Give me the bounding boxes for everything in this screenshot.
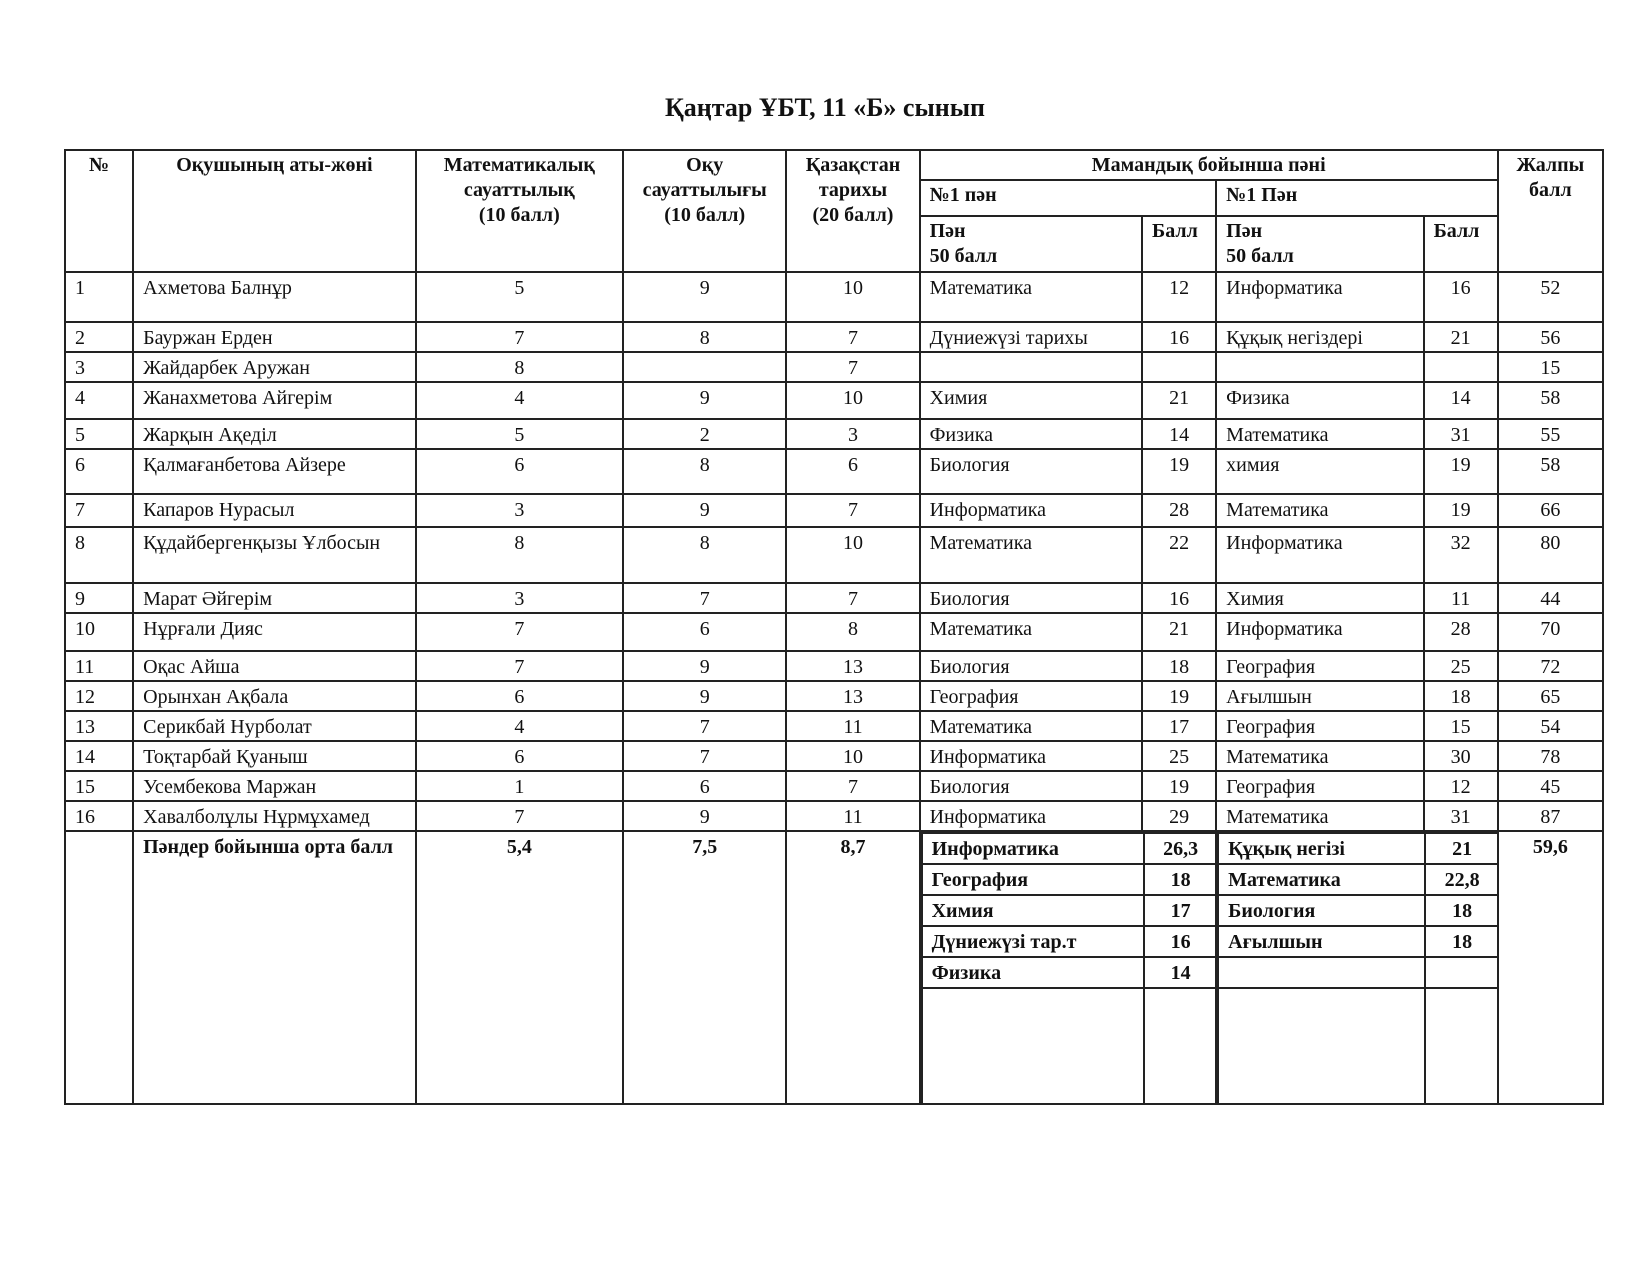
header-subject-1: Пән 50 балл <box>920 216 1142 272</box>
cell-hist: 7 <box>786 494 919 527</box>
summary-subject: Биология <box>1218 895 1425 926</box>
cell-math: 4 <box>416 382 623 419</box>
cell-hist: 3 <box>786 419 919 449</box>
cell-s1: Математика <box>920 711 1142 741</box>
cell-p1: 12 <box>1142 272 1216 322</box>
cell-read: 8 <box>623 449 786 494</box>
cell-p1: 28 <box>1142 494 1216 527</box>
cell-s1: География <box>920 681 1142 711</box>
summary-total: 59,6 <box>1498 831 1603 1104</box>
cell-s1: Информатика <box>920 741 1142 771</box>
table-row <box>65 711 1603 741</box>
cell-p1: 29 <box>1142 801 1216 831</box>
cell-s2: География <box>1216 771 1423 801</box>
cell-total: 52 <box>1498 272 1603 322</box>
cell-p2: 31 <box>1424 419 1498 449</box>
cell-s1: Физика <box>920 419 1142 449</box>
header-num: № <box>65 150 133 272</box>
summary-score: 21 <box>1425 833 1498 864</box>
cell-name: Хавалболұлы Нұрмұхамед <box>133 801 416 831</box>
cell-s1: Биология <box>920 583 1142 613</box>
cell-math: 8 <box>416 352 623 382</box>
cell-math: 1 <box>416 771 623 801</box>
cell-n: 4 <box>65 382 133 419</box>
cell-read: 9 <box>623 382 786 419</box>
cell-total: 72 <box>1498 651 1603 681</box>
cell-p2: 14 <box>1424 382 1498 419</box>
cell-total: 54 <box>1498 711 1603 741</box>
summary-score: 18 <box>1144 864 1217 895</box>
cell-name: Бауржан Ерден <box>133 322 416 352</box>
cell-n: 15 <box>65 771 133 801</box>
cell-hist: 7 <box>786 583 919 613</box>
cell-name: Жайдарбек Аружан <box>133 352 416 382</box>
cell-s1: Химия <box>920 382 1142 419</box>
cell-n: 16 <box>65 801 133 831</box>
table-row <box>65 651 1603 681</box>
summary-score: 26,3 <box>1144 833 1217 864</box>
cell-n: 13 <box>65 711 133 741</box>
table-row <box>65 352 1603 382</box>
cell-name: Ахметова Балнұр <box>133 272 416 322</box>
page-title: Қаңтар ҰБТ, 11 «Б» сынып <box>664 93 986 122</box>
cell-name: Тоқтарбай Қуаныш <box>133 741 416 771</box>
table-row <box>65 771 1603 801</box>
summary-math: 5,4 <box>416 831 623 1104</box>
cell-read: 6 <box>623 771 786 801</box>
table-row <box>65 583 1603 613</box>
cell-p1: 21 <box>1142 382 1216 419</box>
cell-n: 10 <box>65 613 133 651</box>
header-score-2: Балл <box>1424 216 1498 272</box>
header-profile-1: №1 пән <box>920 180 1217 216</box>
table-row <box>65 449 1603 494</box>
header-profile-2: №1 Пән <box>1216 180 1498 216</box>
cell-s2 <box>1216 352 1423 382</box>
cell-name: Құдайбергенқызы Ұлбосын <box>133 527 416 583</box>
cell-p1: 21 <box>1142 613 1216 651</box>
header-score-1: Балл <box>1142 216 1216 272</box>
summary-label: Пәндер бойынша орта балл <box>133 831 416 1104</box>
cell-s2: Математика <box>1216 419 1423 449</box>
cell-math: 6 <box>416 681 623 711</box>
cell-math: 5 <box>416 419 623 449</box>
cell-total: 44 <box>1498 583 1603 613</box>
cell-total: 56 <box>1498 322 1603 352</box>
table-row <box>65 419 1603 449</box>
cell-p1: 22 <box>1142 527 1216 583</box>
cell-s1: Биология <box>920 771 1142 801</box>
table-row <box>65 741 1603 771</box>
cell-p2: 11 <box>1424 583 1498 613</box>
table-row <box>65 494 1603 527</box>
cell-read: 2 <box>623 419 786 449</box>
cell-read: 7 <box>623 583 786 613</box>
cell-read: 7 <box>623 711 786 741</box>
cell-hist: 7 <box>786 771 919 801</box>
cell-read: 8 <box>623 527 786 583</box>
cell-n: 9 <box>65 583 133 613</box>
cell-s1: Биология <box>920 651 1142 681</box>
cell-name: Нұрғали Дияс <box>133 613 416 651</box>
cell-total: 65 <box>1498 681 1603 711</box>
cell-n: 8 <box>65 527 133 583</box>
cell-math: 4 <box>416 711 623 741</box>
cell-p2: 30 <box>1424 741 1498 771</box>
header-total: Жалпы балл <box>1498 150 1603 272</box>
cell-hist: 7 <box>786 352 919 382</box>
summary-subject: Құқық негізі <box>1218 833 1425 864</box>
cell-p2: 31 <box>1424 801 1498 831</box>
cell-total: 58 <box>1498 449 1603 494</box>
cell-p1: 18 <box>1142 651 1216 681</box>
cell-p1: 19 <box>1142 449 1216 494</box>
cell-p2: 21 <box>1424 322 1498 352</box>
cell-hist: 11 <box>786 711 919 741</box>
cell-s2: Информатика <box>1216 613 1423 651</box>
summary-row <box>65 831 1603 1104</box>
cell-p2: 28 <box>1424 613 1498 651</box>
cell-n: 11 <box>65 651 133 681</box>
table-row <box>65 613 1603 651</box>
table-row <box>65 801 1603 831</box>
cell-total: 70 <box>1498 613 1603 651</box>
cell-math: 7 <box>416 651 623 681</box>
cell-p2: 18 <box>1424 681 1498 711</box>
cell-s2: Математика <box>1216 494 1423 527</box>
summary-profile-2 <box>1216 831 1498 1104</box>
cell-math: 3 <box>416 494 623 527</box>
cell-p2: 16 <box>1424 272 1498 322</box>
cell-s2: Ағылшын <box>1216 681 1423 711</box>
cell-hist: 11 <box>786 801 919 831</box>
cell-math: 7 <box>416 801 623 831</box>
summary-num <box>65 831 133 1104</box>
cell-p1: 25 <box>1142 741 1216 771</box>
cell-read <box>623 352 786 382</box>
cell-s2: Математика <box>1216 801 1423 831</box>
cell-read: 7 <box>623 741 786 771</box>
cell-total: 15 <box>1498 352 1603 382</box>
summary-subject: Математика <box>1218 864 1425 895</box>
cell-hist: 13 <box>786 681 919 711</box>
cell-n: 2 <box>65 322 133 352</box>
cell-name: Усембекова Маржан <box>133 771 416 801</box>
cell-p2: 19 <box>1424 449 1498 494</box>
summary-subject: Дүниежүзі тар.т <box>922 926 1144 957</box>
cell-p2: 25 <box>1424 651 1498 681</box>
cell-s2: Информатика <box>1216 272 1423 322</box>
cell-total: 45 <box>1498 771 1603 801</box>
cell-s1: Дүниежүзі тарихы <box>920 322 1142 352</box>
header-math-literacy: Математикалық сауаттылық (10 балл) <box>416 150 623 272</box>
cell-read: 9 <box>623 272 786 322</box>
results-table <box>64 149 1604 1105</box>
cell-name: Қалмағанбетова Айзере <box>133 449 416 494</box>
cell-name: Орынхан Ақбала <box>133 681 416 711</box>
cell-total: 78 <box>1498 741 1603 771</box>
header-reading-literacy: Оқу сауаттылығы (10 балл) <box>623 150 786 272</box>
summary-subject: Химия <box>922 895 1144 926</box>
cell-p2: 12 <box>1424 771 1498 801</box>
cell-n: 14 <box>65 741 133 771</box>
cell-n: 3 <box>65 352 133 382</box>
cell-hist: 13 <box>786 651 919 681</box>
summary-score: 14 <box>1144 957 1217 988</box>
header-name: Оқушының аты-жөні <box>133 150 416 272</box>
cell-math: 7 <box>416 613 623 651</box>
cell-s2: География <box>1216 711 1423 741</box>
cell-n: 12 <box>65 681 133 711</box>
cell-s2: География <box>1216 651 1423 681</box>
cell-s1 <box>920 352 1142 382</box>
cell-s1: Математика <box>920 272 1142 322</box>
cell-read: 9 <box>623 494 786 527</box>
cell-read: 6 <box>623 613 786 651</box>
cell-s1: Информатика <box>920 801 1142 831</box>
cell-p1: 16 <box>1142 322 1216 352</box>
table-row <box>65 527 1603 583</box>
cell-s1: Информатика <box>920 494 1142 527</box>
cell-hist: 10 <box>786 382 919 419</box>
cell-read: 9 <box>623 651 786 681</box>
cell-read: 9 <box>623 681 786 711</box>
header-row <box>65 150 1603 180</box>
cell-total: 58 <box>1498 382 1603 419</box>
header-subject-2: Пән 50 балл <box>1216 216 1423 272</box>
cell-hist: 7 <box>786 322 919 352</box>
cell-math: 7 <box>416 322 623 352</box>
cell-s2: химия <box>1216 449 1423 494</box>
cell-read: 8 <box>623 322 786 352</box>
cell-p1: 19 <box>1142 681 1216 711</box>
cell-n: 1 <box>65 272 133 322</box>
cell-p1 <box>1142 352 1216 382</box>
cell-math: 6 <box>416 449 623 494</box>
cell-hist: 10 <box>786 272 919 322</box>
summary-score: 17 <box>1144 895 1217 926</box>
cell-s2: Информатика <box>1216 527 1423 583</box>
cell-p2: 15 <box>1424 711 1498 741</box>
cell-total: 55 <box>1498 419 1603 449</box>
summary-subject: Информатика <box>922 833 1144 864</box>
table-row <box>65 382 1603 419</box>
cell-p1: 16 <box>1142 583 1216 613</box>
cell-p1: 19 <box>1142 771 1216 801</box>
cell-name: Жанахметова Айгерім <box>133 382 416 419</box>
cell-name: Марат Әйгерім <box>133 583 416 613</box>
cell-name: Капаров Нурасыл <box>133 494 416 527</box>
cell-hist: 10 <box>786 741 919 771</box>
cell-total: 66 <box>1498 494 1603 527</box>
cell-hist: 10 <box>786 527 919 583</box>
table-row <box>65 322 1603 352</box>
cell-math: 6 <box>416 741 623 771</box>
cell-s2: Құқық негіздері <box>1216 322 1423 352</box>
cell-total: 80 <box>1498 527 1603 583</box>
cell-p1: 17 <box>1142 711 1216 741</box>
cell-total: 87 <box>1498 801 1603 831</box>
cell-n: 6 <box>65 449 133 494</box>
cell-name: Оқас Айша <box>133 651 416 681</box>
cell-p2: 19 <box>1424 494 1498 527</box>
cell-hist: 6 <box>786 449 919 494</box>
table-row <box>65 681 1603 711</box>
cell-p1: 14 <box>1142 419 1216 449</box>
header-profile: Мамандық бойынша пәні <box>920 150 1498 180</box>
cell-s1: Биология <box>920 449 1142 494</box>
summary-score: 18 <box>1425 926 1498 957</box>
cell-name: Жарқын Ақеділ <box>133 419 416 449</box>
cell-s1: Математика <box>920 613 1142 651</box>
cell-math: 3 <box>416 583 623 613</box>
table-row <box>65 272 1603 322</box>
summary-read: 7,5 <box>623 831 786 1104</box>
cell-name: Серикбай Нурболат <box>133 711 416 741</box>
header-kz-history: Қазақстан тарихы (20 балл) <box>786 150 919 272</box>
cell-p2: 32 <box>1424 527 1498 583</box>
summary-score: 16 <box>1144 926 1217 957</box>
summary-score: 18 <box>1425 895 1498 926</box>
cell-hist: 8 <box>786 613 919 651</box>
cell-math: 5 <box>416 272 623 322</box>
summary-subject: География <box>922 864 1144 895</box>
cell-read: 9 <box>623 801 786 831</box>
cell-s2: Математика <box>1216 741 1423 771</box>
cell-s1: Математика <box>920 527 1142 583</box>
summary-profile-1 <box>920 831 1217 1104</box>
cell-s2: Химия <box>1216 583 1423 613</box>
cell-n: 5 <box>65 419 133 449</box>
summary-subject: Ағылшын <box>1218 926 1425 957</box>
cell-p2 <box>1424 352 1498 382</box>
summary-score: 22,8 <box>1425 864 1498 895</box>
summary-hist: 8,7 <box>786 831 919 1104</box>
summary-subject: Физика <box>922 957 1144 988</box>
cell-s2: Физика <box>1216 382 1423 419</box>
cell-n: 7 <box>65 494 133 527</box>
cell-math: 8 <box>416 527 623 583</box>
